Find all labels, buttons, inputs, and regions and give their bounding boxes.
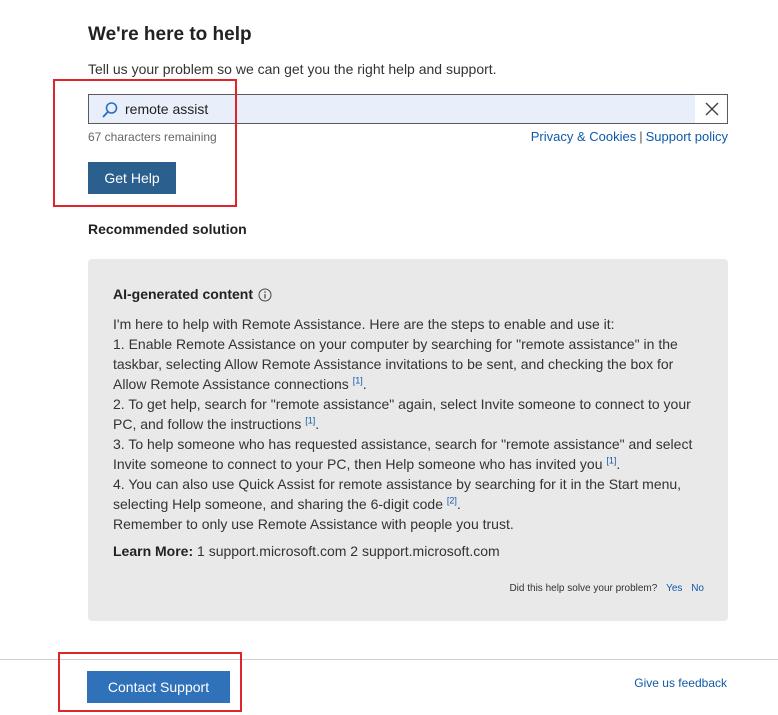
ai-answer-text: [113, 314, 703, 534]
ai-step-text: 2. To get help, search for "remote assistance" again, select Invite someone to connect to your PC, and follow the instructions: [113, 396, 691, 432]
recommended-heading: Recommended solution: [88, 221, 247, 237]
period: .: [362, 376, 367, 392]
helpfulness-question: Did this help solve your problem?: [509, 583, 658, 594]
support-policy-link[interactable]: Support policy: [645, 129, 728, 144]
ai-closing: Remember to only use Remote Assistance with people you trust.: [113, 516, 514, 532]
learn-more: [113, 543, 500, 559]
chars-remaining: 67 characters remaining: [88, 130, 217, 144]
ai-content-panel: [88, 259, 728, 621]
period: .: [315, 416, 320, 432]
ai-step: [113, 334, 703, 394]
learn-more-links[interactable]: 1 support.microsoft.com 2 support.microsoft.com: [197, 543, 500, 559]
citation-link[interactable]: [1]: [606, 455, 617, 466]
period: .: [456, 496, 461, 512]
ai-content-heading: AI-generated content: [113, 286, 254, 302]
privacy-cookies-link[interactable]: Privacy & Cookies: [530, 129, 637, 144]
contact-support-button[interactable]: Contact Support: [87, 671, 230, 703]
policy-links: [531, 129, 728, 144]
page-subtitle: Tell us your problem so we can get you the right help and support.: [88, 61, 497, 77]
link-separator: |: [639, 129, 643, 144]
page-title: We're here to help: [88, 24, 252, 45]
info-icon[interactable]: [258, 288, 272, 302]
citation-link[interactable]: [1]: [352, 375, 363, 386]
helpfulness-prompt: [509, 583, 704, 594]
ai-step: [113, 394, 703, 434]
ai-step-text: 4. You can also use Quick Assist for remote assistance by searching for it in the Start menu, selecting Help someone, and sharing the 6-digit code: [113, 476, 682, 512]
no-link[interactable]: No: [691, 583, 704, 594]
highlight-box: [53, 79, 237, 207]
period: .: [616, 456, 621, 472]
ai-step: [113, 474, 703, 514]
give-feedback-link[interactable]: Give us feedback: [634, 676, 727, 690]
ai-intro: I'm here to help with Remote Assistance. Here are the steps to enable and use it:: [113, 316, 615, 332]
yes-link[interactable]: Yes: [666, 583, 683, 594]
ai-step-text: 1. Enable Remote Assistance on your computer by searching for "remote assistance" in the taskbar, selecting Allow Remote Assistance invitations to be sent, and checking the box for Allow Remote Assistance connections: [113, 336, 678, 392]
learn-more-label: Learn More:: [113, 543, 194, 559]
close-icon[interactable]: [703, 100, 721, 118]
citation-link[interactable]: [1]: [305, 415, 316, 426]
citation-link[interactable]: [2]: [446, 495, 457, 506]
ai-step: [113, 434, 703, 474]
highlight-box: [58, 652, 242, 712]
get-help-button[interactable]: Get Help: [88, 162, 176, 194]
ai-step-text: 3. To help someone who has requested assistance, search for "remote assistance" and select Invite someone to connect to your PC, then Help someone who has invited you: [113, 436, 693, 472]
